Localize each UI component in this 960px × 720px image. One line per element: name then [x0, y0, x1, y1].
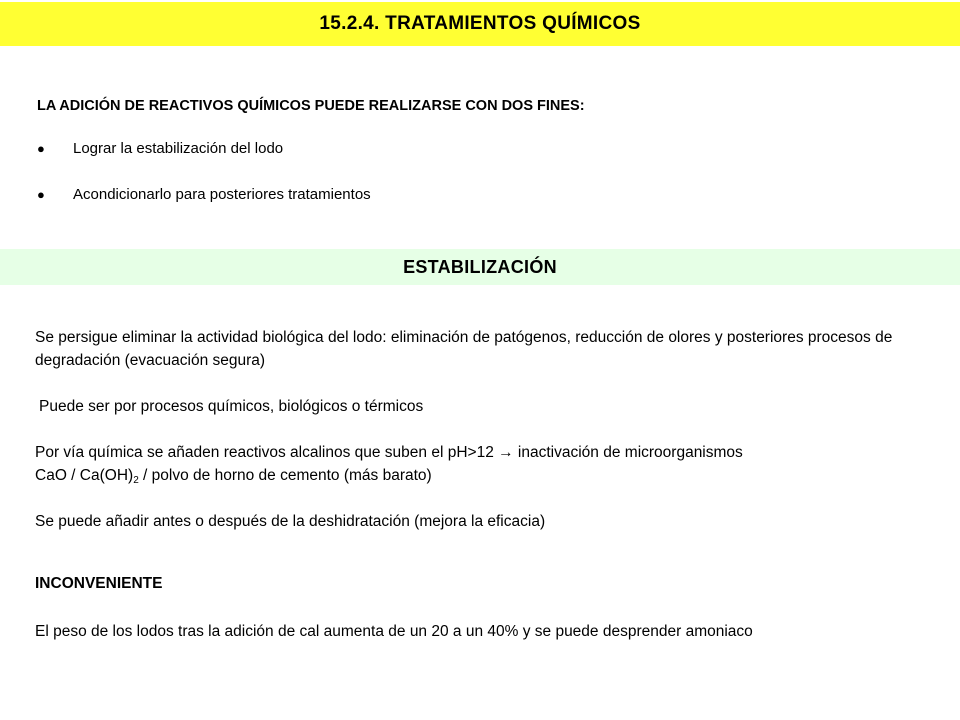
chemical-paragraph: Por vía química se añaden reactivos alcalinos que suben el pH>12 → inactivación de microorganismos — [35, 444, 743, 461]
purpose-paragraph: Se persigue eliminar la actividad biológica del lodo: eliminación de patógenos, reducción de olores y posteriores procesos de degradación (evacuación segura) — [35, 329, 893, 369]
timing-paragraph: Se puede añadir antes o después de la deshidratación (mejora la eficacia) — [35, 513, 546, 530]
reagents-prefix: CaO / Ca(OH) — [35, 467, 134, 484]
title-banner — [0, 2, 960, 46]
bullet-icon: ● — [37, 141, 45, 156]
reagents-suffix: / polvo de horno de cemento (más barato) — [138, 467, 432, 484]
methods-paragraph: Puede ser por procesos químicos, biológicos o térmicos — [39, 398, 424, 415]
section-title: ESTABILIZACIÓN — [403, 256, 557, 277]
bullet-text: Acondicionarlo para posteriores tratamientos — [73, 186, 371, 203]
reagents-subscript: 2 — [133, 475, 139, 486]
bullet-text: Lograr la estabilización del lodo — [73, 140, 284, 157]
bullet-icon: ● — [37, 187, 45, 202]
page-title: 15.2.4. TRATAMIENTOS QUÍMICOS — [319, 13, 641, 34]
drawback-paragraph: El peso de los lodos tras la adición de cal aumenta de un 20 a un 40% y se puede desprender amoniaco — [35, 623, 753, 640]
section-banner — [0, 249, 960, 285]
list-item — [37, 140, 283, 157]
reagents-paragraph — [35, 464, 432, 492]
intro-heading: LA ADICIÓN DE REACTIVOS QUÍMICOS PUEDE REALIZARSE CON DOS FINES: — [37, 98, 585, 114]
list-item — [37, 186, 371, 203]
drawback-heading: INCONVENIENTE — [35, 575, 163, 592]
